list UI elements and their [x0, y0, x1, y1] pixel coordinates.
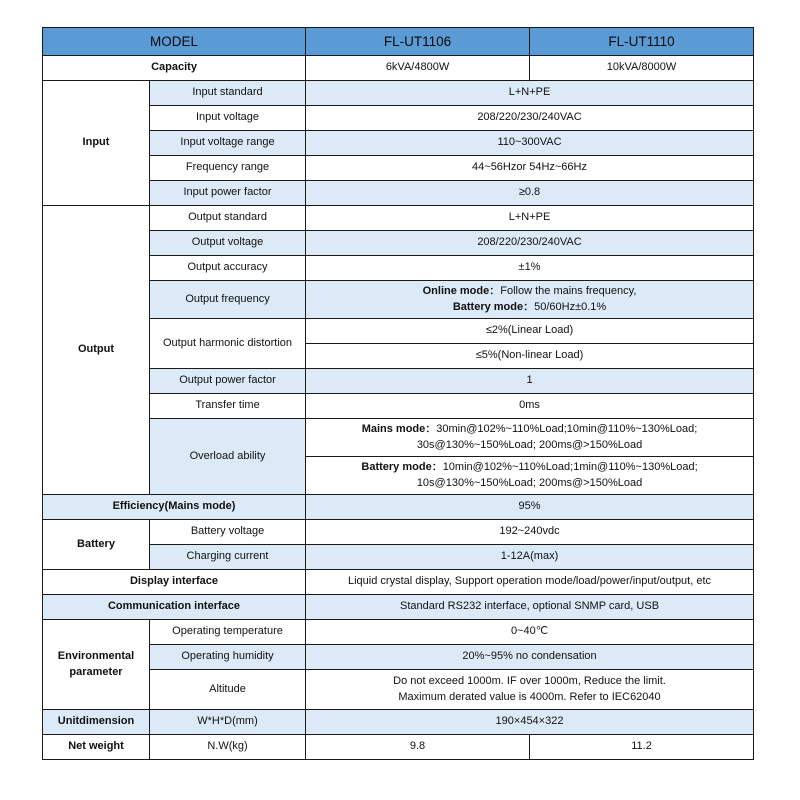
online-mode-label: Online mode： — [422, 284, 501, 297]
row-label: Input voltage — [150, 106, 306, 131]
table-row — [43, 319, 754, 344]
header-model-b: FL-UT1110 — [530, 28, 754, 56]
display-value: Liquid crystal display, Support operation mode/load/power/input/output, etc — [306, 570, 754, 595]
overload-battery-value — [306, 457, 754, 495]
row-label: Output accuracy — [150, 256, 306, 281]
net-weight-b: 11.2 — [530, 735, 754, 760]
capacity-label: Capacity — [43, 56, 306, 81]
header-model-a: FL-UT1106 — [306, 28, 530, 56]
table-row — [43, 670, 754, 710]
row-label: Output frequency — [150, 281, 306, 319]
table-row — [43, 570, 754, 595]
battery-mode-line1: 10min@102%~110%Load;1min@110%~130%Load; — [442, 460, 698, 473]
output-frequency-value — [306, 281, 754, 319]
row-label: Overload ability — [150, 419, 306, 495]
spec-table — [42, 27, 754, 760]
table-row — [43, 181, 754, 206]
mains-mode-line2: 30s@130%~150%Load; 200ms@>150%Load — [416, 438, 643, 451]
header-model: MODEL — [43, 28, 306, 56]
battery-mode-label: Battery mode： — [452, 300, 535, 313]
row-label: Transfer time — [150, 394, 306, 419]
mains-mode-line1: 30min@102%~110%Load;10min@110%~130%Load; — [436, 422, 698, 435]
table-row — [43, 595, 754, 620]
mains-mode-label: Mains mode： — [361, 422, 437, 435]
altitude-value — [306, 670, 754, 710]
environment-group-line1: Environmental — [57, 649, 135, 662]
row-value: 192~240vdc — [306, 520, 754, 545]
environment-group-label — [43, 620, 150, 710]
row-label: Output voltage — [150, 231, 306, 256]
efficiency-label: Efficiency(Mains mode) — [43, 495, 306, 520]
altitude-line2: Maximum derated value is 4000m. Refer to IEC62040 — [398, 690, 661, 703]
row-value: 208/220/230/240VAC — [306, 231, 754, 256]
row-label: Charging current — [150, 545, 306, 570]
communication-value: Standard RS232 interface, optional SNMP card, USB — [306, 595, 754, 620]
online-mode-value: Follow the mains frequency, — [500, 284, 637, 297]
capacity-b: 10kVA/8000W — [530, 56, 754, 81]
battery-mode-value: 50/60Hz±0.1% — [534, 300, 607, 313]
table-row — [43, 56, 754, 81]
row-value: ±1% — [306, 256, 754, 281]
table-row — [43, 645, 754, 670]
table-row — [43, 131, 754, 156]
communication-label: Communication interface — [43, 595, 306, 620]
unitdimension-label: Unitdimension — [43, 710, 150, 735]
net-weight-sub: N.W(kg) — [150, 735, 306, 760]
battery-mode-line2: 10s@130%~150%Load; 200ms@>150%Load — [416, 476, 643, 489]
table-row — [43, 256, 754, 281]
row-label: Input standard — [150, 81, 306, 106]
row-label: Operating humidity — [150, 645, 306, 670]
row-label: Operating temperature — [150, 620, 306, 645]
table-row — [43, 735, 754, 760]
table-row — [43, 545, 754, 570]
row-value: 110~300VAC — [306, 131, 754, 156]
row-label: Input power factor — [150, 181, 306, 206]
row-value: 1 — [306, 369, 754, 394]
battery-group-label: Battery — [43, 520, 150, 570]
row-value: 1-12A(max) — [306, 545, 754, 570]
altitude-line1: Do not exceed 1000m. IF over 1000m, Reduce the limit. — [393, 674, 666, 687]
header-row — [43, 28, 754, 56]
row-value: ≤2%(Linear Load) — [306, 319, 754, 344]
output-group-label: Output — [43, 206, 150, 495]
table-row — [43, 106, 754, 131]
row-value: ≤5%(Non-linear Load) — [306, 344, 754, 369]
efficiency-value: 95% — [306, 495, 754, 520]
table-row — [43, 369, 754, 394]
row-value: L+N+PE — [306, 81, 754, 106]
unitdimension-sub: W*H*D(mm) — [150, 710, 306, 735]
battery-mode-label: Battery mode： — [361, 460, 443, 473]
row-value: 0ms — [306, 394, 754, 419]
net-weight-a: 9.8 — [306, 735, 530, 760]
input-group-label: Input — [43, 81, 150, 206]
unitdimension-value: 190×454×322 — [306, 710, 754, 735]
row-value: 44~56Hzor 54Hz~66Hz — [306, 156, 754, 181]
row-label: Input voltage range — [150, 131, 306, 156]
table-row — [43, 281, 754, 319]
row-value: ≥0.8 — [306, 181, 754, 206]
table-row — [43, 156, 754, 181]
net-weight-label: Net weight — [43, 735, 150, 760]
table-row — [43, 206, 754, 231]
table-row — [43, 394, 754, 419]
capacity-a: 6kVA/4800W — [306, 56, 530, 81]
row-value: 20%~95% no condensation — [306, 645, 754, 670]
table-row — [43, 81, 754, 106]
row-value: L+N+PE — [306, 206, 754, 231]
row-label: Frequency range — [150, 156, 306, 181]
row-value: 0~40℃ — [306, 620, 754, 645]
row-label: Output power factor — [150, 369, 306, 394]
table-row — [43, 620, 754, 645]
table-row — [43, 710, 754, 735]
display-label: Display interface — [43, 570, 306, 595]
table-row — [43, 419, 754, 457]
row-value: 208/220/230/240VAC — [306, 106, 754, 131]
row-label: Output standard — [150, 206, 306, 231]
row-label: Battery voltage — [150, 520, 306, 545]
row-label: Output harmonic distortion — [150, 319, 306, 369]
table-row — [43, 495, 754, 520]
row-label: Altitude — [150, 670, 306, 710]
table-row — [43, 231, 754, 256]
table-row — [43, 520, 754, 545]
overload-mains-value — [306, 419, 754, 457]
environment-group-line2: parameter — [69, 665, 123, 678]
